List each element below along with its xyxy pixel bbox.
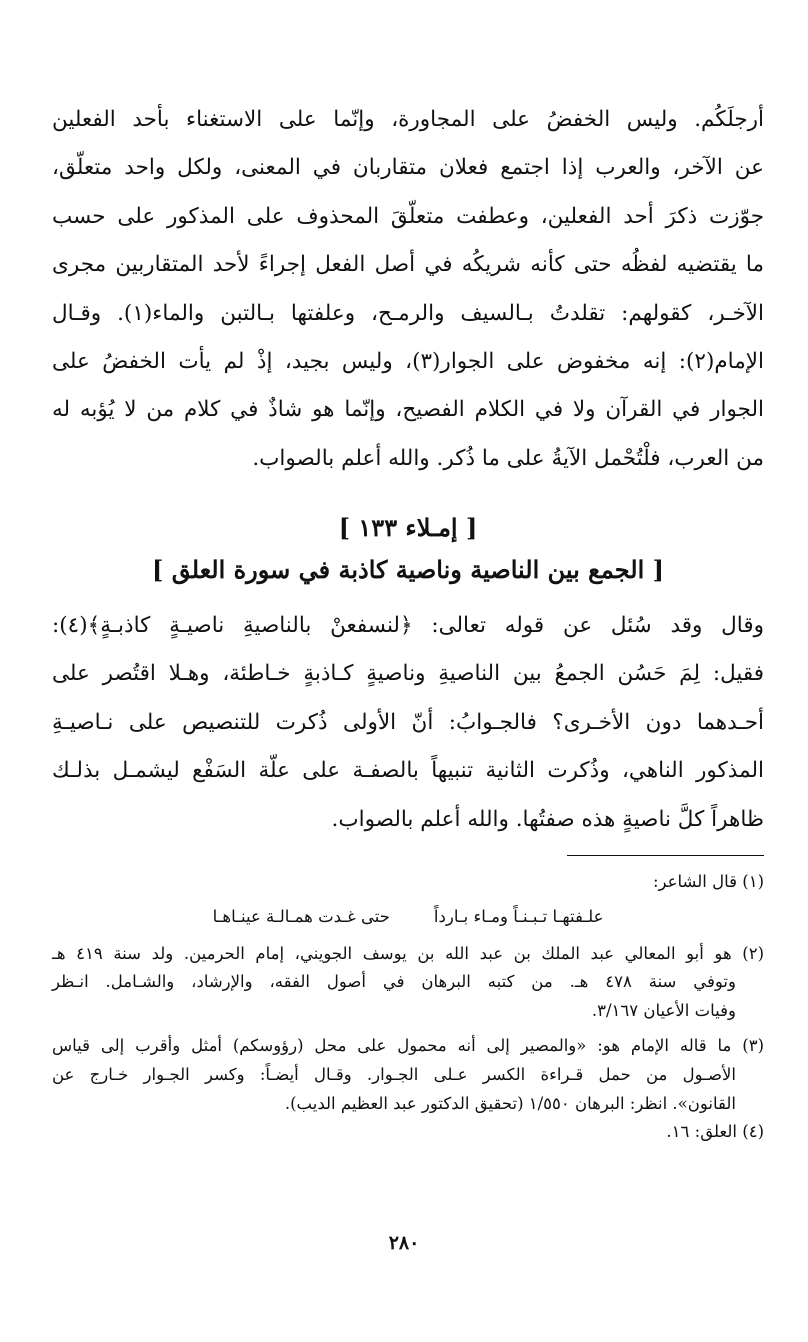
- footnote-3-line: الأصـول من حمل قـراءة الكسر عـلى الجـوار. وقـال أيضـاً: وكسر الجـوار خـارج عن: [52, 1064, 736, 1084]
- verse-second-hemistich: حتى غـدت همـالـة عينـاهـا: [212, 906, 390, 926]
- footnote-2-line: وتوفي سنة ٤٧٨ هـ. من كتبه البرهان في أصول الفقه، والإرشاد، والشـامل. انـظر: [52, 972, 736, 992]
- text-line: فقيل: لِمَ حَسُن الجمعُ بين الناصيةِ وناصيةٍ كـاذبةٍ خـاطئة، وهـلا اقتُصر على: [52, 661, 764, 687]
- paragraph-2: [52, 602, 764, 844]
- footnote-separator: [567, 855, 764, 856]
- page-number: ٢٨٠: [388, 1232, 420, 1254]
- text-line: ما يقتضيه لفظُه حتى كأنه شريكُه في أصل الفعل إجراءً لأحد المتقاربين مجرى: [52, 252, 764, 278]
- text-line: الإمام(٢): إنه مخفوض على الجوار(٣)، وليس بجيد، إذْ لم يأت الخفضُ على: [52, 348, 764, 374]
- footnote-1: (١) قال الشاعر:: [652, 872, 764, 891]
- text-line: أحـدهما دون الأخـرى؟ فالجـوابُ: أنّ الأولى ذُكرت للتنصيص على نـاصيـةِ: [52, 709, 764, 735]
- footnote-4: (٤) العلق: ١٦.: [666, 1122, 764, 1142]
- text-line: عن الآخر، والعرب إذا اجتمع فعلان متقاربان في المعنى، ولكل واحد متعلّق،: [52, 155, 764, 181]
- footnote-2-line: وفيات الأعيان ٣/١٦٧.: [591, 1001, 736, 1021]
- paragraph-1: [52, 96, 764, 483]
- poetry-verse: [52, 903, 764, 932]
- text-line: أرجلَكُم. وليس الخفضُ على المجاورة، وإنّما على الاستغناء بأحد الفعلين: [52, 107, 764, 132]
- footnote-3-line: القانون». انظر: البرهان ١/٥٥٠ (تحقيق الدكتور عبد العظيم الديب).: [284, 1093, 736, 1113]
- section-title-heading: [ الجمع بين الناصية وناصية كاذبة في سورة العلق ]: [152, 555, 664, 584]
- text-line: الآخـر، كقولهم: تقلدتُ بـالسيف والرمـح، وعلفتها بـالتبن والماء(١). وقـال: [52, 300, 764, 326]
- footnote-2-line: (٢) هو أبو المعالي عبد الملك بن عبد الله بن يوسف الجويني، إمام الحرمين. ولد سنة ٤١٩ هـ: [52, 943, 764, 963]
- text-line: ظاهراً كلَّ ناصيةٍ هذه صفتُها. والله أعلم بالصواب.: [331, 806, 764, 832]
- section-number-heading: [ إمـلاء ١٣٣ ]: [338, 513, 478, 542]
- text-line: جوّزت ذكرَ أحد الفعلين، وعطفت متعلّقَ المحذوف على المذكور على حسب: [52, 203, 764, 229]
- text-line: الجوار في القرآن ولا في الكلام الفصيح، وإنّما هو شاذٌ في كلام من لا يُؤبه له: [52, 397, 764, 423]
- verse-first-hemistich: علـفتهـا تـبـنـاً ومـاء بـارداً: [433, 906, 604, 926]
- text-line: المذكور الناهي، وذُكرت الثانية تنبيهاً بالصفـة على علّة السَفْع ليشمـل بذلـك: [52, 758, 764, 784]
- footnotes: [52, 868, 764, 1147]
- text-line: من العرب، فلْتُحْمل الآيةُ على ما ذُكر. والله أعلم بالصواب.: [252, 445, 764, 471]
- text-line: وقال وقد سُئل عن قوله تعالى: ﴿لنسفعنْ بالناصيةِ ناصيـةٍ كاذبـةٍ﴾(٤):: [52, 613, 764, 638]
- footnote-3-line: (٣) ما قاله الإمام هو: «والمصير إلى أنه محمول على محل (رؤوسكم) أمثل وأقرب إلى قياس: [52, 1035, 764, 1055]
